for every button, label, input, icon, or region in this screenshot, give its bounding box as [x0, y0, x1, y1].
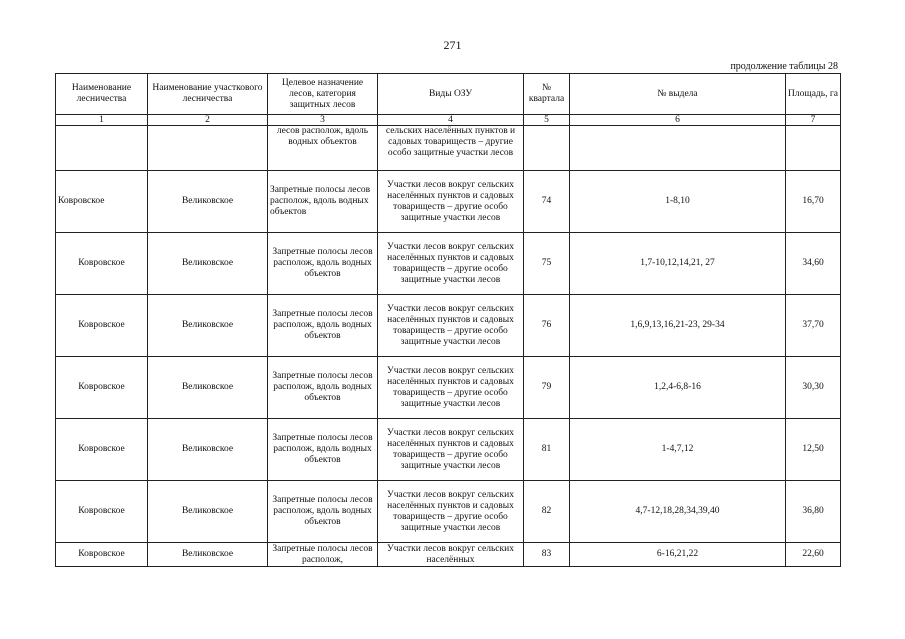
ozu-type-cell: Участки лесов вокруг сельских населённых пунктов и садовых товариществ – другие особо защитные участки лесов	[378, 295, 524, 357]
header-cell: Виды ОЗУ	[378, 74, 524, 115]
header-row	[56, 74, 841, 115]
header-cell: Площадь, га	[786, 74, 841, 115]
quarter-cell: 76	[524, 295, 570, 357]
district-cell: Великовское	[148, 295, 268, 357]
allotment-cell: 1,2,4-6,8-16	[570, 357, 786, 419]
table-row	[56, 357, 841, 419]
ozu-type-cell: сельских населённых пунктов и садовых товариществ – другие особо защитные участки лесов	[378, 126, 524, 171]
area-cell: 34,60	[786, 233, 841, 295]
forestry-cell: Ковровское	[56, 233, 148, 295]
forestry-cell: Ковровское	[56, 171, 148, 233]
header-cell: № квартала	[524, 74, 570, 115]
district-cell: Великовское	[148, 481, 268, 543]
column-number-row	[56, 115, 841, 126]
continuation-note: продолжение таблицы 28	[730, 61, 838, 72]
table-row	[56, 295, 841, 357]
district-cell: Великовское	[148, 543, 268, 567]
forestry-cell: Ковровское	[56, 419, 148, 481]
purpose-cell: Запретные полосы лесов располож, вдоль водных объектов	[268, 419, 378, 481]
ozu-type-cell: Участки лесов вокруг сельских населённых	[378, 543, 524, 567]
purpose-cell: Запретные полосы лесов располож, вдоль водных объектов	[268, 233, 378, 295]
table-row	[56, 233, 841, 295]
allotment-cell	[570, 126, 786, 171]
allotment-cell: 1,6,9,13,16,21-23, 29-34	[570, 295, 786, 357]
ozu-type-cell: Участки лесов вокруг сельских населённых пунктов и садовых товариществ – другие особо защитные участки лесов	[378, 171, 524, 233]
forestry-cell: Ковровское	[56, 357, 148, 419]
forestry-cell: Ковровское	[56, 543, 148, 567]
area-cell: 30,30	[786, 357, 841, 419]
quarter-cell: 79	[524, 357, 570, 419]
district-cell: Великовское	[148, 233, 268, 295]
ozu-type-cell: Участки лесов вокруг сельских населённых пунктов и садовых товариществ – другие особо защитные участки лесов	[378, 481, 524, 543]
allotment-cell: 1-8,10	[570, 171, 786, 233]
table-row	[56, 481, 841, 543]
column-number: 4	[378, 115, 524, 126]
allotment-cell: 1-4,7,12	[570, 419, 786, 481]
table-row	[56, 126, 841, 171]
quarter-cell: 81	[524, 419, 570, 481]
ozu-type-cell: Участки лесов вокруг сельских населённых пунктов и садовых товариществ – другие особо защитные участки лесов	[378, 357, 524, 419]
area-cell: 37,70	[786, 295, 841, 357]
purpose-cell: Запретные полосы лесов располож, вдоль водных объектов	[268, 295, 378, 357]
district-cell: Великовское	[148, 357, 268, 419]
column-number: 3	[268, 115, 378, 126]
table-row	[56, 543, 841, 567]
purpose-cell: Запретные полосы лесов располож, вдоль водных объектов	[268, 357, 378, 419]
district-cell: Великовское	[148, 419, 268, 481]
header-cell: № выдела	[570, 74, 786, 115]
header-cell: Наименование лесничества	[56, 74, 148, 115]
column-number: 2	[148, 115, 268, 126]
area-cell: 12,50	[786, 419, 841, 481]
district-cell	[148, 126, 268, 171]
purpose-cell: Запретные полосы лесов располож,	[268, 543, 378, 567]
area-cell: 22,60	[786, 543, 841, 567]
ozu-type-cell: Участки лесов вокруг сельских населённых пунктов и садовых товариществ – другие особо защитные участки лесов	[378, 419, 524, 481]
quarter-cell: 74	[524, 171, 570, 233]
forestry-cell	[56, 126, 148, 171]
column-number: 1	[56, 115, 148, 126]
column-number: 7	[786, 115, 841, 126]
purpose-cell: Запретные полосы лесов располож, вдоль водных объектов	[268, 171, 378, 233]
purpose-cell: Запретные полосы лесов располож, вдоль водных объектов	[268, 481, 378, 543]
page-number: 271	[443, 38, 462, 52]
forestry-cell: Ковровское	[56, 295, 148, 357]
allotment-cell: 4,7-12,18,28,34,39,40	[570, 481, 786, 543]
quarter-cell: 75	[524, 233, 570, 295]
district-cell: Великовское	[148, 171, 268, 233]
forest-table	[55, 73, 841, 567]
quarter-cell: 82	[524, 481, 570, 543]
table-row	[56, 171, 841, 233]
forestry-cell: Ковровское	[56, 481, 148, 543]
column-number: 5	[524, 115, 570, 126]
purpose-cell: лесов располож, вдоль водных объектов	[268, 126, 378, 171]
area-cell: 36,80	[786, 481, 841, 543]
table-row	[56, 419, 841, 481]
area-cell	[786, 126, 841, 171]
header-cell: Наименование участкового лесничества	[148, 74, 268, 115]
column-number: 6	[570, 115, 786, 126]
quarter-cell: 83	[524, 543, 570, 567]
allotment-cell: 1,7-10,12,14,21, 27	[570, 233, 786, 295]
area-cell: 16,70	[786, 171, 841, 233]
quarter-cell	[524, 126, 570, 171]
ozu-type-cell: Участки лесов вокруг сельских населённых пунктов и садовых товариществ – другие особо защитные участки лесов	[378, 233, 524, 295]
header-cell: Целевое назначение лесов, категория защитных лесов	[268, 74, 378, 115]
allotment-cell: 6-16,21,22	[570, 543, 786, 567]
